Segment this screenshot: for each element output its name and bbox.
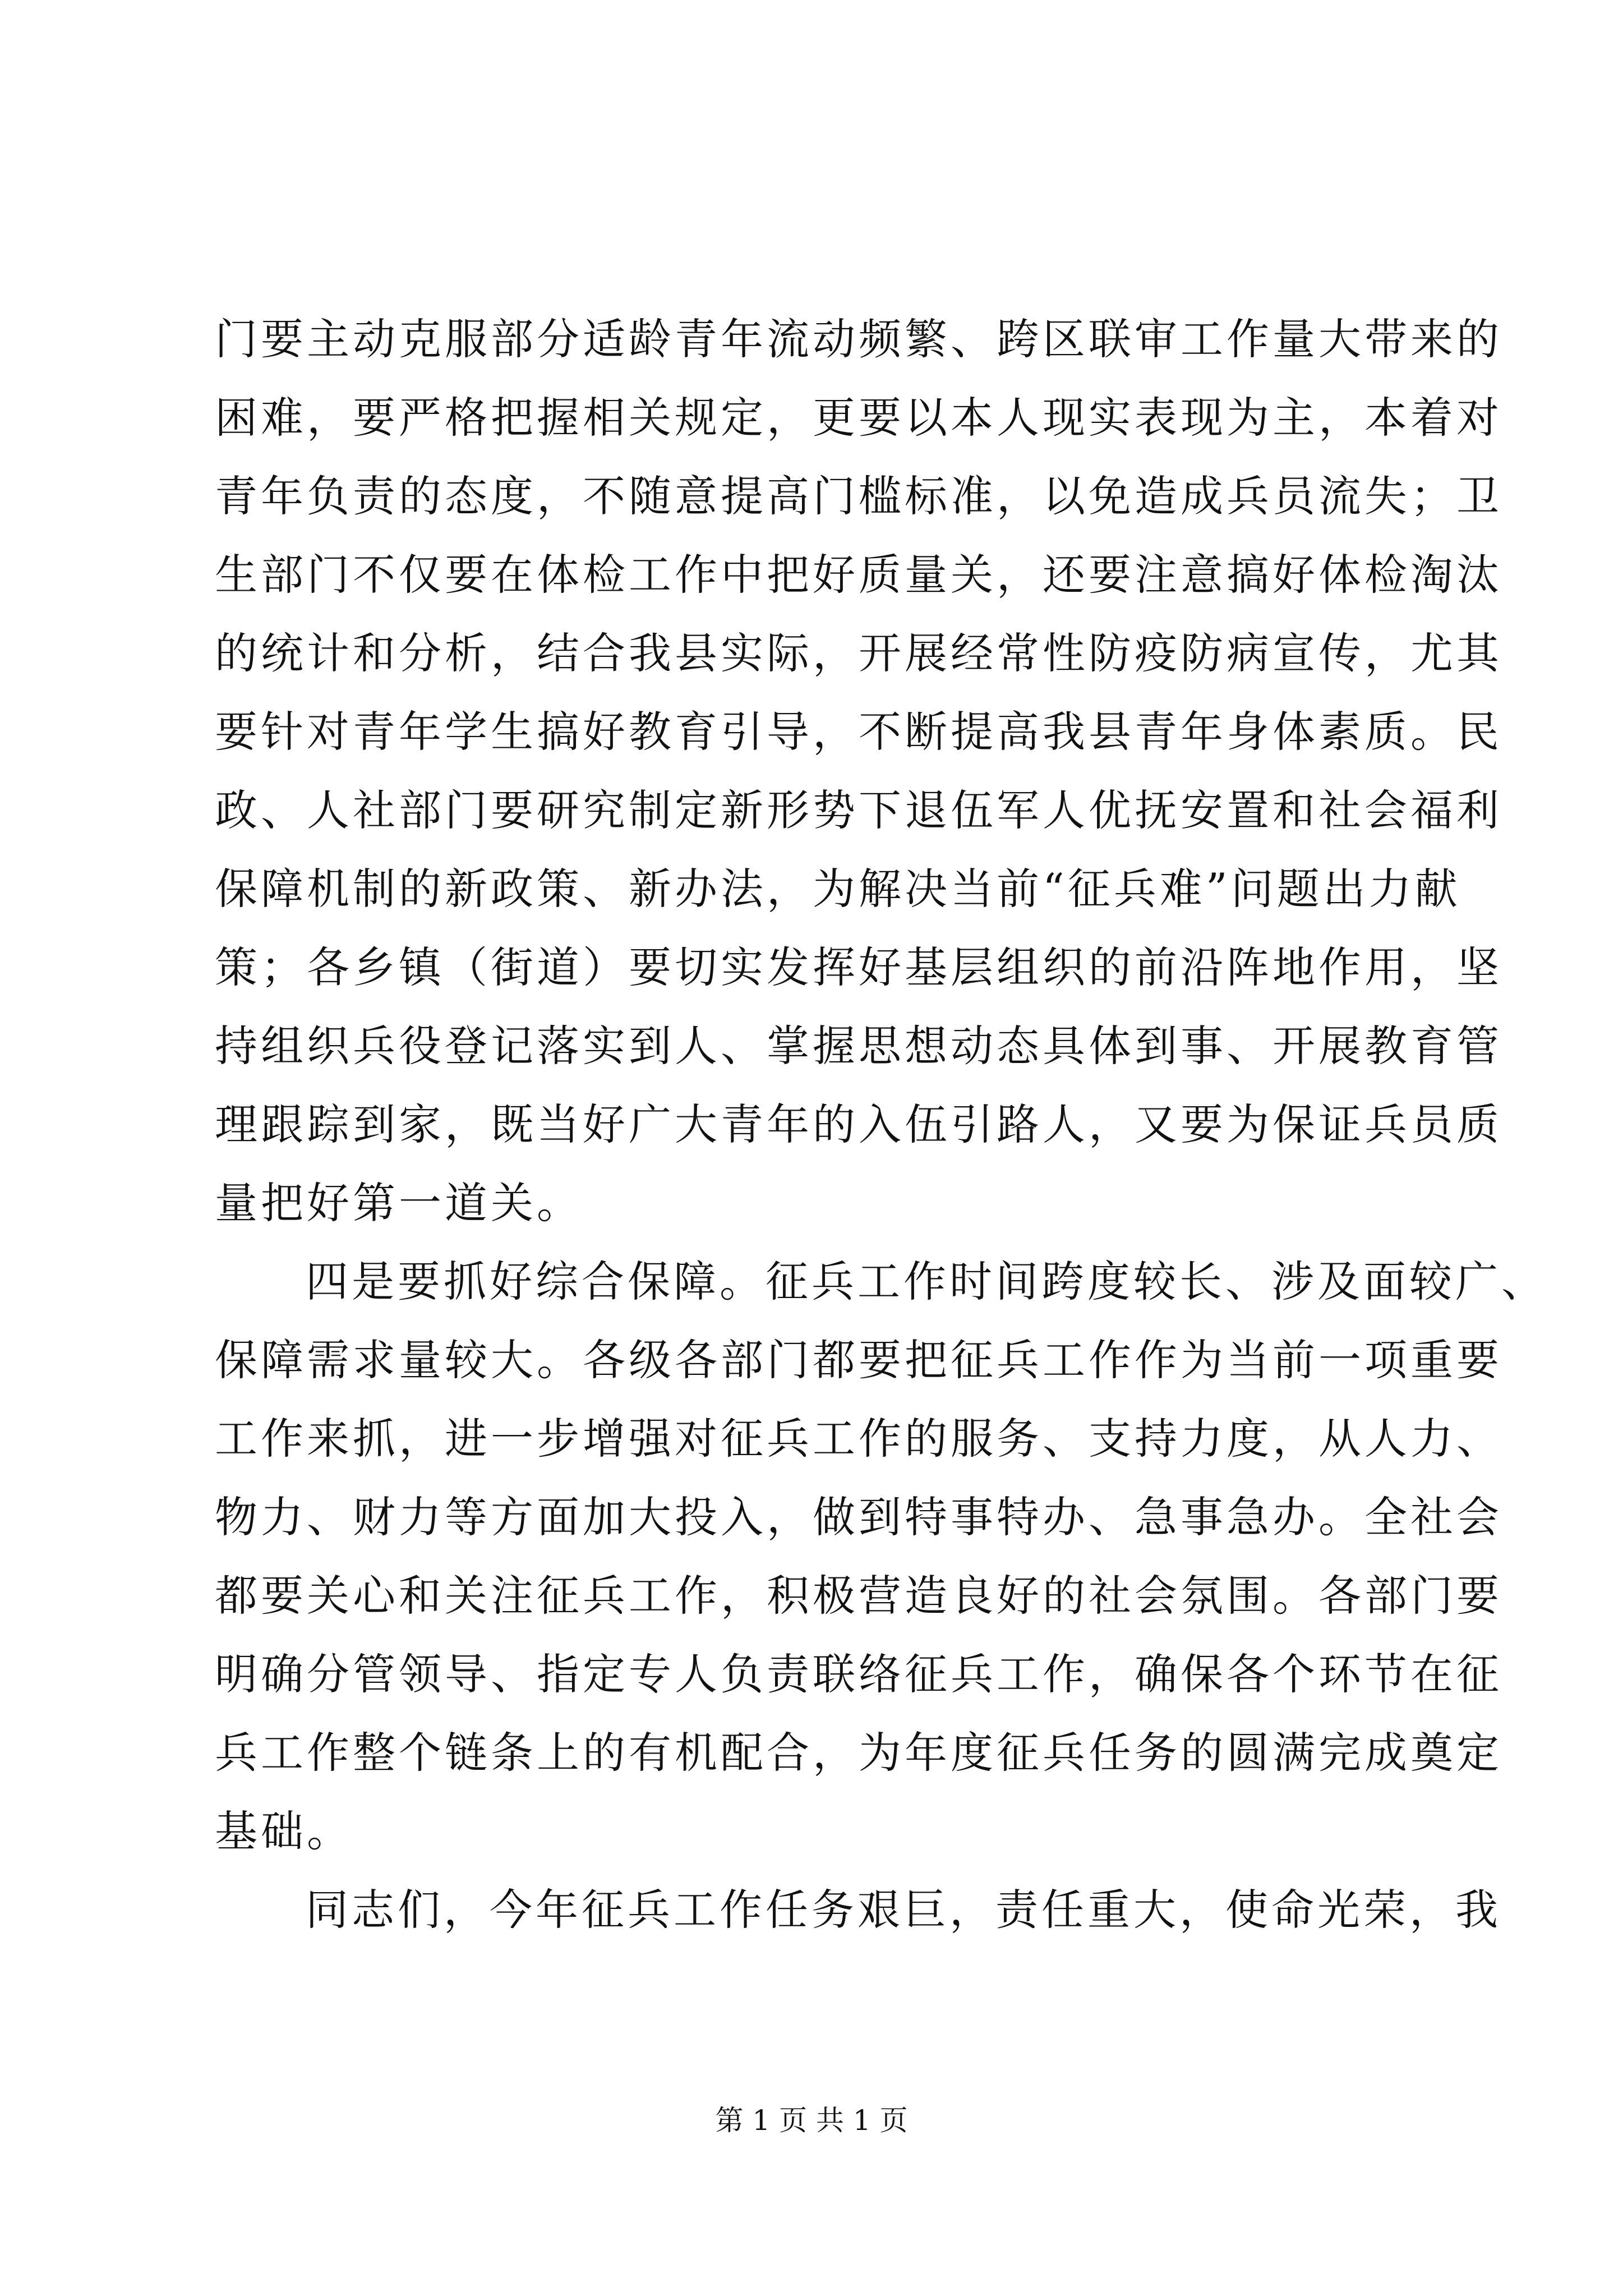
text-line-paragraph-start: 同志们，今年征兵工作任务艰巨，责任重大，使命光荣，我 — [306, 1885, 1501, 1935]
text-line: 理跟踪到家，既当好广大青年的入伍引路人，又要为保证兵员质 — [215, 1099, 1502, 1149]
text-line: 兵工作整个链条上的有机配合，为年度征兵任务的圆满完成奠定 — [215, 1728, 1502, 1778]
page-footer: 第 1 页 共 1 页 — [715, 2104, 908, 2137]
text-line: 困难，要严格把握相关规定，更要以本人现实表现为主，本着对 — [215, 393, 1502, 443]
text-line: 量把好第一道关。 — [215, 1178, 583, 1228]
text-line: 保障机制的新政策、新办法，为解决当前“征兵难”问题出力献 — [215, 864, 1461, 914]
text-line: 门要主动克服部分适龄青年流动频繁、跨区联审工作量大带来的 — [215, 314, 1502, 364]
text-line: 的统计和分析，结合我县实际，开展经常性防疫防病宣传，尤其 — [215, 628, 1502, 678]
text-line: 基础。 — [215, 1806, 353, 1856]
text-line: 都要关心和关注征兵工作，积极营造良好的社会氛围。各部门要 — [215, 1571, 1502, 1621]
text-line: 明确分管领导、指定专人负责联络征兵工作，确保各个环节在征 — [215, 1649, 1502, 1699]
text-line: 策；各乡镇（街道）要切实发挥好基层组织的前沿阵地作用，坚 — [215, 942, 1502, 992]
text-line: 物力、财力等方面加大投入，做到特事特办、急事急办。全社会 — [215, 1492, 1502, 1542]
text-line: 要针对青年学生搞好教育引导，不断提高我县青年身体素质。民 — [215, 707, 1502, 757]
text-line: 生部门不仅要在体检工作中把好质量关，还要注意搞好体检淘汰 — [215, 550, 1502, 600]
text-line: 政、人社部门要研究制定新形势下退伍军人优抚安置和社会福利 — [215, 785, 1502, 835]
text-line: 青年负责的态度，不随意提高门槛标准，以免造成兵员流失；卫 — [215, 471, 1502, 521]
text-line: 工作来抓，进一步增强对征兵工作的服务、支持力度，从人力、 — [215, 1414, 1502, 1464]
text-line-paragraph-start: 四是要抓好综合保障。征兵工作时间跨度较长、涉及面较广、 — [306, 1257, 1547, 1306]
text-line: 保障需求量较大。各级各部门都要把征兵工作作为当前一项重要 — [215, 1335, 1502, 1385]
text-line: 持组织兵役登记落实到人、掌握思想动态具体到事、开展教育管 — [215, 1021, 1502, 1071]
